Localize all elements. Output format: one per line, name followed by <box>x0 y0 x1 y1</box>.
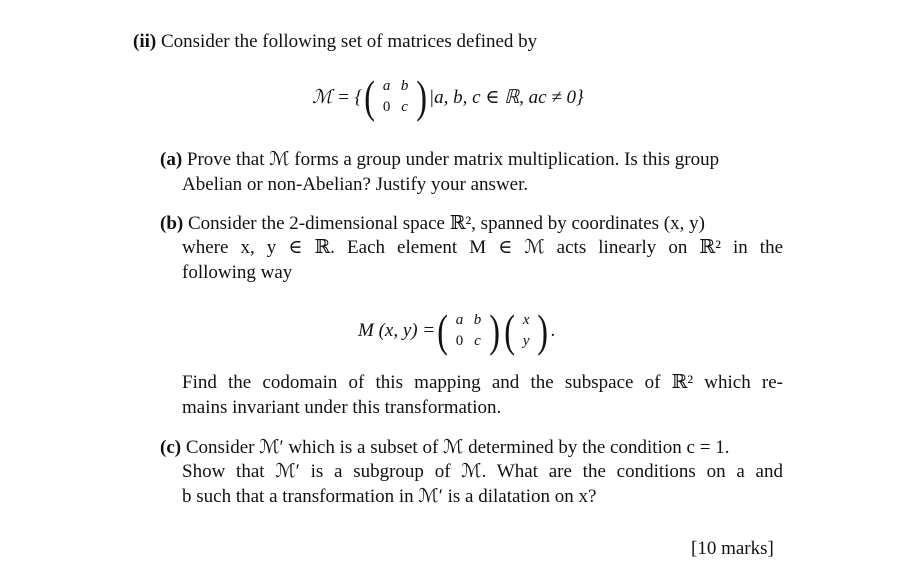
matrix-entry: a <box>455 312 464 328</box>
matrix-entry: 0 <box>455 333 464 349</box>
eq1-rhs: |a, b, c ∈ ℝ, ac ≠ 0} <box>428 86 584 108</box>
matrix-entry: b <box>400 78 409 94</box>
part-c-line <box>160 437 729 459</box>
intro-line <box>133 31 537 53</box>
vector <box>517 310 535 352</box>
set-definition-equation <box>312 71 584 122</box>
matrix <box>378 76 414 118</box>
mapping-lhs: M (x, y) = <box>358 320 436 341</box>
part-c-label: (c) <box>160 437 182 458</box>
matrix <box>451 310 487 352</box>
intro-text: Consider the following set of matrices defined by <box>160 31 538 52</box>
part-b-text: where x, y ∈ ℝ. Each element M ∈ ℳ acts linearly on ℝ² in the <box>182 237 783 258</box>
mapping-equation <box>358 305 556 356</box>
part-c-text: Consider ℳ′ which is a subset of ℳ determined by the condition c = 1. <box>185 437 730 458</box>
part-label: (ii) <box>133 31 157 52</box>
marks-label: [10 marks] <box>691 538 774 559</box>
part-c-text: b such that a transformation in ℳ′ is a dilatation on x? <box>182 486 597 507</box>
part-a-text: Abelian or non-Abelian? Justify your answer. <box>182 174 529 195</box>
left-paren: ( <box>504 305 515 356</box>
vector-entry: x <box>522 312 530 328</box>
right-paren: ) <box>488 305 500 356</box>
part-a-label: (a) <box>160 149 183 170</box>
left-paren: ( <box>364 71 376 122</box>
matrix-entry: 0 <box>382 99 391 115</box>
matrix-entry: c <box>474 333 481 349</box>
vector-entry: y <box>522 333 530 349</box>
part-b-label: (b) <box>160 213 184 234</box>
part-a-line <box>160 149 719 171</box>
part-b-text: mains invariant under this transformation. <box>182 397 502 418</box>
period: . <box>550 320 556 341</box>
part-b-text: Consider the 2-dimensional space ℝ², spanned by coordinates (x, y) <box>187 213 705 234</box>
part-b-text: Find the codomain of this mapping and the subspace of ℝ² which re- <box>182 372 783 393</box>
part-b-line <box>160 213 705 235</box>
part-b-text: following way <box>182 262 293 283</box>
right-paren: ) <box>537 305 549 356</box>
part-a-text: Prove that ℳ forms a group under matrix multiplication. Is this group <box>186 149 720 170</box>
matrix-entry: b <box>473 312 482 328</box>
eq1-lhs: ℳ = { <box>312 86 363 108</box>
matrix-entry: c <box>401 99 408 115</box>
right-paren: ) <box>415 71 427 122</box>
matrix-entry: a <box>382 78 391 94</box>
left-paren: ( <box>437 305 449 356</box>
part-c-text: Show that ℳ′ is a subgroup of ℳ. What are the conditions on a and <box>182 461 783 482</box>
